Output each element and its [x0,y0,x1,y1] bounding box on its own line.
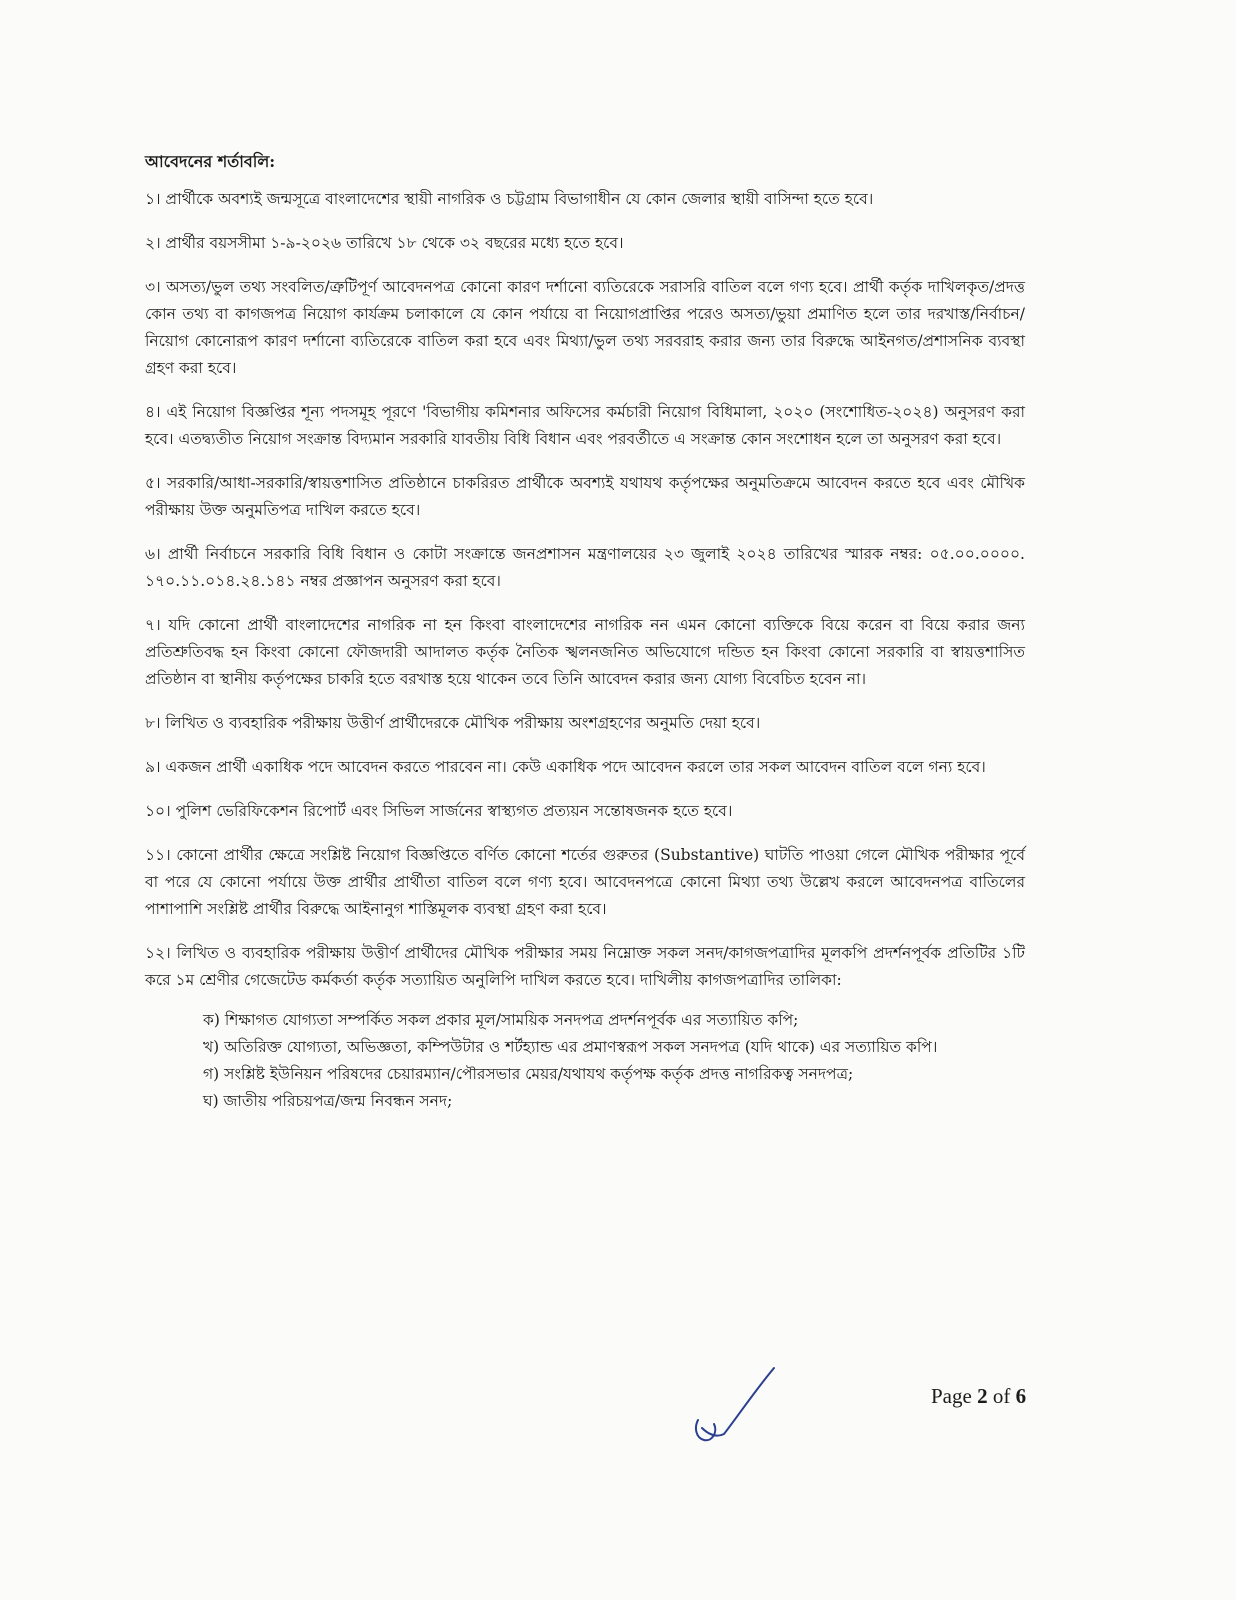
conditions-heading: আবেদনের শর্তাবলি: [145,152,276,171]
clause-1: ১। প্রার্থীকে অবশ্যই জন্মসূত্রে বাংলাদেশের স্থায়ী নাগরিক ও চট্টগ্রাম বিভাগাধীন যে কোন জেলার স্থায়ী বাসিন্দা হতে হবে। [145,190,874,208]
clause-4: ৪। এই নিয়োগ বিজ্ঞপ্তির শূন্য পদসমূহ পূরণে 'বিভাগীয় কমিশনার অফিসের কর্মচারী নিয়োগ বিধিমালা, ২০২০ (সংশোধিত-২০২৪) অনুসরণ করা হবে। এতদ্ব্যতীত নিয়োগ সংক্রান্ত বিদ্যমান সরকারি যাবতীয় বিধি বিধান এবং পরবর্তীতে এ সংক্রান্ত কোন সংশোধন হলে তা অনুসরণ করা হবে। [145,403,1025,448]
clause-7: ৭। যদি কোনো প্রার্থী বাংলাদেশের নাগরিক না হন কিংবা বাংলাদেশের নাগরিক নন এমন কোনো ব্যক্তিকে বিয়ে করেন বা বিয়ে করার জন্য প্রতিশ্রুতিবদ্ধ হন কিংবা কোনো ফৌজদারী আদালত কর্তৃক নৈতিক স্খলনজনিত অভিযোগে দন্ডিত হন কিংবা কোনো সরকারি বা স্বায়ত্তশাসিত প্রতিষ্ঠান বা স্থানীয় কর্তৃপক্ষের চাকরি হতে বরখাস্ত হয়ে থাকেন তবে তিনি আবেদন করার জন্য যোগ্য বিবেচিত হবেন না। [145,616,1025,688]
list-item: গ) সংশ্লিষ্ট ইউনিয়ন পরিষদের চেয়ারম্যান/পৌরসভার মেয়র/যথাযথ কর্তৃপক্ষ কর্তৃক প্রদত্ত নাগরিকত্ব সনদপত্র; [203,1065,854,1083]
clause-9: ৯। একজন প্রার্থী একাধিক পদে আবেদন করতে পারবেন না। কেউ একাধিক পদে আবেদন করলে তার সকল আবেদন বাতিল বলে গন্য হবে। [145,758,986,776]
list-item: ক) শিক্ষাগত যোগ্যতা সম্পর্কিত সকল প্রকার মূল/সাময়িক সনদপত্র প্রদর্শনপূর্বক এর সত্যায়িত কপি; [203,1011,799,1029]
total-pages: 6 [1015,1384,1027,1408]
clause-3: ৩। অসত্য/ভুল তথ্য সংবলিত/ত্রুটিপূর্ণ আবেদনপত্র কোনো কারণ দর্শানো ব্যতিরেকে সরাসরি বাতিল বলে গণ্য হবে। প্রার্থী কর্তৃক দাখিলকৃত/প্রদত্ত কোন তথ্য বা কাগজপত্র নিয়োগ কার্যক্রম চলাকালে যে কোন পর্যায়ে বা নিয়োগপ্রাপ্তির পরেও অসত্য/ভুয়া প্রমাণিত হলে তার দরখাস্ত/নির্বাচন/নিয়োগ কোনোরূপ কারণ দর্শানো ব্যতিরেকে বাতিল করা হবে এবং মিথ্যা/ভুল তথ্য সরবরাহ করার জন্য তার বিরুদ্ধে আইনগত/প্রশাসনিক ব্যবস্থা গ্রহণ করা হবে। [145,278,1025,377]
page-word: Page [931,1384,972,1408]
clause-5: ৫। সরকারি/আধা-সরকারি/স্বায়ত্তশাসিত প্রতিষ্ঠানে চাকরিরত প্রার্থীকে অবশ্যই যথাযথ কর্তৃপক্ষের অনুমতিক্রমে আবেদন করতে হবে এবং মৌখিক পরীক্ষায় উক্ত অনুমতিপত্র দাখিল করতে হবে। [145,474,1025,519]
clause-12: ১২। লিখিত ও ব্যবহারিক পরীক্ষায় উত্তীর্ণ প্রার্থীদের মৌখিক পরীক্ষার সময় নিম্নোক্ত সকল সনদ/কাগজপত্রাদির মূলকপি প্রদর্শনপূর্বক প্রতিটির ১টি করে ১ম শ্রেণীর গেজেটেড কর্মকর্তা কর্তৃক সত্যায়িত অনুলিপি দাখিল করতে হবে। দাখিলীয় কাগজপত্রাদির তালিকা: [145,944,1025,989]
current-page-number: 2 [977,1384,988,1408]
documents-list [203,1007,1025,1115]
page-number-footer [931,1384,1026,1409]
list-item: ঘ) জাতীয় পরিচয়পত্র/জন্ম নিবন্ধন সনদ; [203,1092,453,1110]
document-body [145,150,1025,1115]
clause-11: ১১। কোনো প্রার্থীর ক্ষেত্রে সংশ্লিষ্ট নিয়োগ বিজ্ঞপ্তিতে বর্ণিত কোনো শর্তের গুরুতর (Substantive) ঘাটতি পাওয়া গেলে মৌখিক পরীক্ষার পূর্বে বা পরে যে কোনো পর্যায়ে উক্ত প্রার্থীর প্রার্থীতা বাতিল বলে গণ্য হবে। আবেদনপত্রে কোনো মিথ্যা তথ্য উল্লেখ করলে আবেদনপত্র বাতিলের পাশাপাশি সংশ্লিষ্ট প্রার্থীর বিরুদ্ধে আইনানুগ শাস্তিমূলক ব্যবস্থা গ্রহণ করা হবে। [145,846,1025,918]
clause-8: ৮। লিখিত ও ব্যবহারিক পরীক্ষায় উত্তীর্ণ প্রার্থীদেরকে মৌখিক পরীক্ষায় অংশগ্রহণের অনুমতি দেয়া হবে। [145,714,761,732]
of-word: of [992,1384,1011,1408]
clause-2: ২। প্রার্থীর বয়সসীমা ১-৯-২০২৬ তারিখে ১৮ থেকে ৩২ বছরের মধ্যে হতে হবে। [145,234,624,252]
clause-10: ১০। পুলিশ ভেরিফিকেশন রিপোর্ট এবং সিভিল সার্জনের স্বাস্থ্যগত প্রত্যয়ন সন্তোষজনক হতে হবে। [145,802,733,820]
signature-icon [690,1362,780,1452]
list-item: খ) অতিরিক্ত যোগ্যতা, অভিজ্ঞতা, কম্পিউটার ও শর্টহ্যান্ড এর প্রমাণস্বরূপ সকল সনদপত্র (যদি থাকে) এর সত্যায়িত কপি। [203,1038,938,1056]
clause-6: ৬। প্রার্থী নির্বাচনে সরকারি বিধি বিধান ও কোটা সংক্রান্তে জনপ্রশাসন মন্ত্রণালয়ের ২৩ জুলাই ২০২৪ তারিখের স্মারক নম্বর: ০৫.০০.০০০০. ১৭০.১১.০১৪.২৪.১৪১ নম্বর প্রজ্ঞাপন অনুসরণ করা হবে। [145,545,1025,590]
